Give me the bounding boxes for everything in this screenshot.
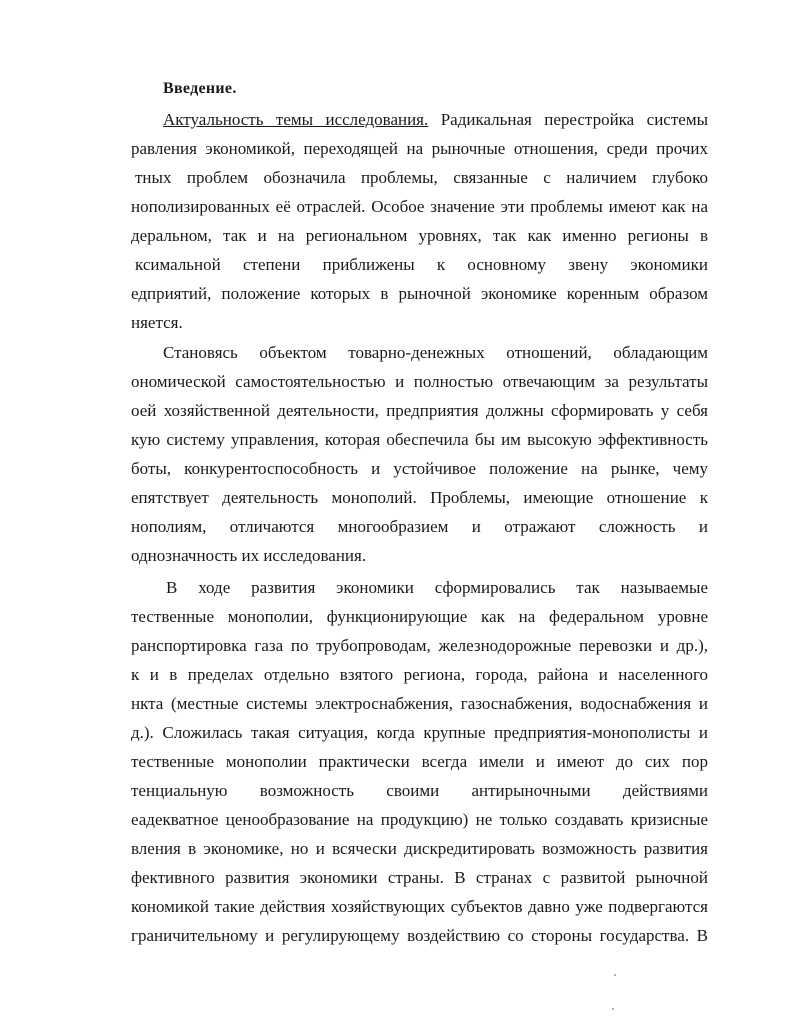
paragraph3-line-3: ранспортировка газа по трубопроводам, железнодорожные перевозки и др.),	[131, 636, 708, 655]
scan-speck	[614, 974, 616, 976]
paragraph1-line-5: деральном, так и на региональном уровнях, так как именно регионы в	[131, 226, 708, 245]
paragraph3-line-4: к и в пределах отдельно взятого региона, города, района и населенного	[131, 665, 708, 684]
paragraph1-line-6: ксимальной степени приближены к основному звену экономики	[135, 255, 708, 274]
paragraph3-line-7: тественные монополии практически всегда имели и имеют до сих пор	[131, 752, 708, 771]
paragraph2-line-1: Становясь объектом товарно-денежных отношений, обладающим	[163, 343, 708, 362]
paragraph1-line-3: тных проблем обозначила проблемы, связанные с наличием глубоко	[135, 168, 708, 187]
paragraph2-line-4: кую систему управления, которая обеспечила бы им высокую эффективность	[131, 430, 708, 449]
paragraph2-line-3: оей хозяйственной деятельности, предприятия должны сформировать у себя	[131, 401, 708, 420]
paragraph1-line-4: нополизированных её отраслей. Особое значение эти проблемы имеют как на	[131, 197, 708, 216]
topic-label: Актуальность темы исследования.	[163, 110, 429, 129]
paragraph2-line-7: нополиям, отличаются многообразием и отражают сложность и	[131, 517, 708, 536]
paragraph1-line-1: Актуальность темы исследования. Радикальная перестройка системы	[163, 110, 708, 129]
paragraph3-line-9: еадекватное ценообразование на продукцию) не только создавать кризисные	[131, 810, 708, 829]
paragraph3-line-5: нкта (местные системы электроснабжения, газоснабжения, водоснабжения и	[131, 694, 708, 713]
paragraph2-line-2: ономической самостоятельностью и полностью отвечающим за результаты	[131, 372, 708, 391]
paragraph1-line-7: едприятий, положение которых в рыночной экономике коренным образом	[131, 284, 708, 303]
scan-speck	[612, 1008, 614, 1010]
paragraph3-line-12: кономикой такие действия хозяйствующих субъектов давно уже подвергаются	[131, 897, 708, 916]
paragraph3-line-2: тественные монополии, функционирующие как на федеральном уровне	[131, 607, 708, 626]
paragraph3-line-6: д.). Сложилась такая ситуация, когда крупные предприятия-монополисты и	[131, 723, 708, 742]
paragraph3-line-13: граничительному и регулирующему воздействию со стороны государства. В	[131, 926, 708, 945]
paragraph3-line-11: фективного развития экономики страны. В странах с развитой рыночной	[131, 868, 708, 887]
paragraph2-line-5: боты, конкурентоспособность и устойчивое положение на рынке, чему	[131, 459, 708, 478]
paragraph1-line-8: няется.	[131, 313, 183, 332]
paragraph3-line-8: тенциальную возможность своими антирыночными действиями	[131, 781, 708, 800]
page-heading: Введение.	[163, 80, 237, 97]
paragraph3-line-1: В ходе развития экономики сформировались так называемые	[166, 578, 708, 597]
paragraph1-line-2: равления экономикой, переходящей на рыночные отношения, среди прочих	[131, 139, 708, 158]
paragraph3-line-10: вления в экономике, но и всячески дискредитировать возможность развития	[131, 839, 708, 858]
paragraph2-line-6: епятствует деятельность монополий. Проблемы, имеющие отношение к	[131, 488, 708, 507]
paragraph2-line-8: однозначность их исследования.	[131, 546, 367, 565]
